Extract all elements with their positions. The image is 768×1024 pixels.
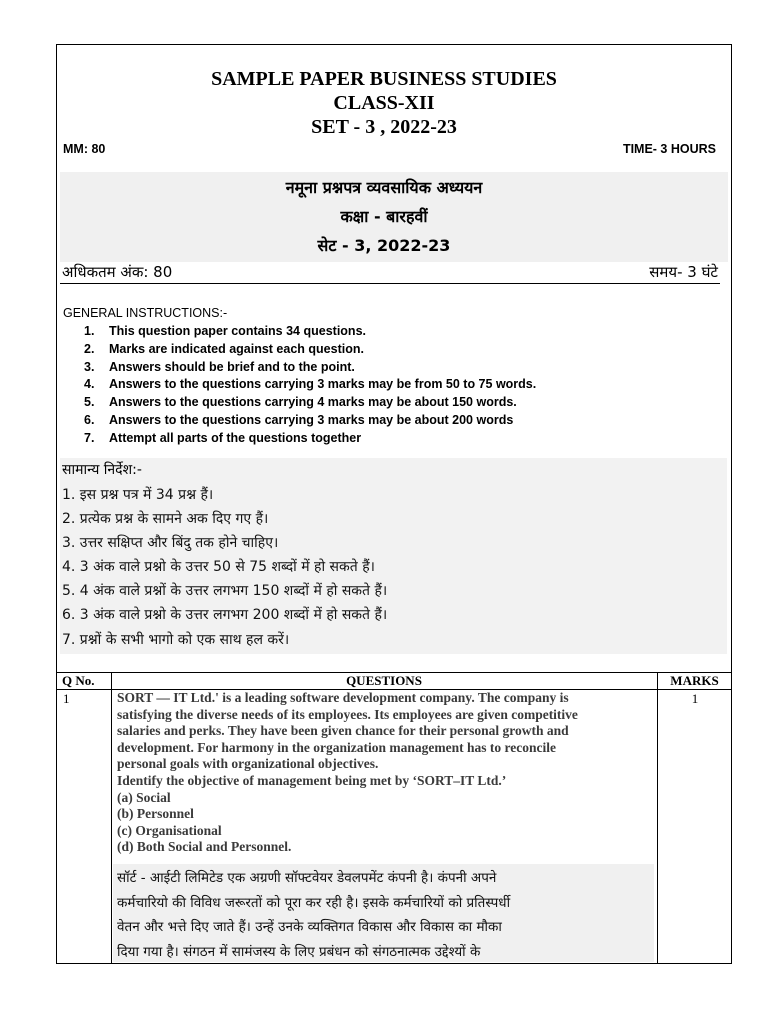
hindi-question-line: दिया गया है। संगठन में सामंजस्य के लिए प्रबंधन को संगठनात्मक उद्देश्यों के [117,943,481,960]
list-item: 6. 3 अंक वाले प्रश्नो के उत्तर लगभग 200 शब्दों में हो सकते हैं। [62,607,388,624]
marks-column-header: MARKS [670,673,719,688]
qno-column-header: Q No. [62,673,95,688]
list-item: 5. Answers to the questions carrying 4 marks may be about 150 words. [84,395,517,410]
option-a: (a) Social [117,789,171,805]
hindi-question-text [117,866,657,964]
option-d: (d) Both Social and Personnel. [117,839,292,855]
hindi-time-allowed: समय- 3 घंटे [649,263,718,281]
header-divider [60,283,720,284]
class-title: CLASS-XII [333,92,435,114]
list-item: 3. उत्तर सक्षिप्त और बिंदु तक होने चाहिए। [62,535,279,552]
question-text [117,690,657,856]
question-line: SORT — IT Ltd.' is a leading software development company. The company is [117,690,569,705]
table-column-divider [111,672,112,964]
time-allowed: TIME- 3 HOURS [622,142,716,156]
question-line: satisfying the diverse needs of its employees. Its employees are given competitive [117,706,578,722]
question-marks: 1 [691,691,699,706]
list-item: 4. 3 अंक वाले प्रश्नो के उत्तर 50 से 75 शब्दों में हो सकते हैं। [62,559,375,576]
option-c: (c) Organisational [117,822,222,838]
hindi-instructions-list [62,483,387,652]
table-column-divider [657,672,658,964]
list-item: 1. This question paper contains 34 questions. [84,324,366,338]
question-line: development. For harmony in the organization management has to reconcile [117,739,556,755]
list-item: 7. Attempt all parts of the questions together [84,430,362,445]
question-line: personal goals with organizational objectives. [117,756,379,772]
general-instructions-list [84,323,536,448]
hindi-class-title: कक्षा - बारहवीं [340,207,428,226]
set-title: SET - 3 , 2022-23 [311,116,457,138]
list-item: 5. 4 अंक वाले प्रश्नों के उत्तर लगभग 150 शब्दों में हो सकते हैं। [62,583,388,600]
paper-title: SAMPLE PAPER BUSINESS STUDIES [211,68,557,90]
questions-column-header: QUESTIONS [346,673,422,688]
max-marks: MM: 80 [63,142,106,156]
question-line: salaries and perks. They have been given chance for their personal growth and [117,723,569,739]
hindi-question-line: सॉर्ट - आईटी लिमिटेड एक अग्रणी सॉफ्टवेयर डेवलपमेंट कंपनी है। कंपनी अपने [117,870,497,886]
question-number: 1 [63,691,70,706]
hindi-question-line: वेतन और भत्ते दिए जाते हैं। उन्हें उनके व्यक्तिगत विकास और विकास का मौका [117,919,502,935]
question-line: Identify the objective of management being met by ‘SORT–IT Ltd.’ [117,772,507,788]
hindi-paper-title: नमूना प्रश्नपत्र व्यवसायिक अध्ययन [285,178,483,197]
general-instructions-title: GENERAL INSTRUCTIONS:- [63,306,228,320]
list-item: 2. प्रत्येक प्रश्न के सामने अक दिए गए हैं। [62,511,269,528]
list-item: 7. प्रश्नों के सभी भागो को एक साथ हल करें। [62,631,290,648]
list-item: 1. इस प्रश्न पत्र में 34 प्रश्न हैं। [62,487,214,503]
hindi-question-line: कर्मचारियो की विविध जरूरतों को पूरा कर रही है। इसके कर्मचारियों को प्रतिस्पर्धी [117,894,511,911]
list-item: 3. Answers should be brief and to the point. [84,359,355,374]
list-item: 2. Marks are indicated against each question. [84,341,364,356]
hindi-max-marks: अधिकतम अंक: 80 [62,263,173,281]
list-item: 6. Answers to the questions carrying 3 marks may be about 200 words [84,412,514,427]
option-b: (b) Personnel [117,806,194,822]
hindi-instructions-title: सामान्य निर्देश:- [62,462,142,478]
list-item: 4. Answers to the questions carrying 3 marks may be from 50 to 75 words. [84,377,537,392]
hindi-set-title: सेट - 3, 2022-23 [317,236,451,255]
